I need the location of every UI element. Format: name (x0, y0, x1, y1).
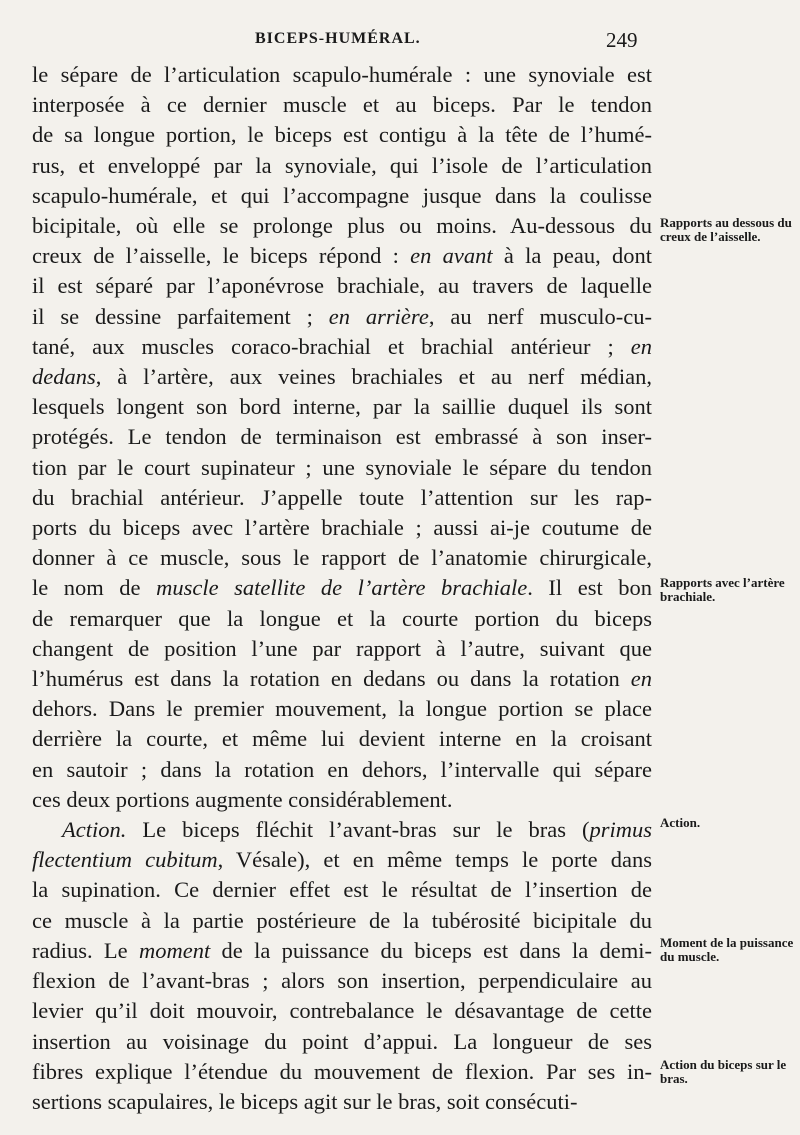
text-line: derrière la courte, et même lui devient interne en la croisant (32, 726, 652, 752)
page-number: 249 (606, 28, 638, 52)
text-line: en sautoir ; dans la rotation en dehors, l’intervalle qui sépare (32, 756, 652, 782)
text-line: tion par le court supinateur ; une synoviale le sépare du tendon (32, 454, 652, 480)
text-line: tané, aux muscles coraco-brachial et brachial antérieur ; en (32, 333, 652, 359)
text-line: flectentium cubitum, Vésale), et en même temps le porte dans (32, 847, 652, 873)
margin-note-moment: Moment de la puissance du muscle. (660, 935, 794, 964)
text-line: interposée à ce dernier muscle et au biceps. Par le tendon (32, 92, 652, 118)
page-header (0, 28, 800, 58)
text-line: creux de l’aisselle, le biceps répond : en avant à la peau, dont (32, 243, 652, 269)
text-line: scapulo-humérale, et qui l’accompagne jusque dans la coulisse (32, 182, 652, 208)
text-line: de sa longue portion, le biceps est contigu à la tête de l’humé- (32, 122, 652, 148)
body-text (32, 60, 652, 1117)
text-line: bicipitale, où elle se prolonge plus ou moins. Au-dessous du (32, 213, 652, 239)
text-line: dedans, à l’artère, aux veines brachiales et au nerf médian, (32, 364, 652, 390)
text-line: fibres explique l’étendue du mouvement de flexion. Par ses in- (32, 1058, 652, 1084)
text-line: la supination. Ce dernier effet est le résultat de l’insertion de (32, 877, 652, 903)
text-line: le nom de muscle satellite de l’artère brachiale. Il est bon (32, 575, 652, 601)
text-line: changent de position l’une par rapport à l’autre, suivant que (32, 635, 652, 661)
text-line: Action. Le biceps fléchit l’avant-bras sur le bras (primus (62, 817, 652, 843)
text-line: il se dessine parfaitement ; en arrière, au nerf musculo-cu- (32, 303, 652, 329)
text-line: flexion de l’avant-bras ; alors son insertion, perpendiculaire au (32, 968, 652, 994)
running-title: BICEPS-HUMÉRAL. (255, 30, 421, 47)
margin-note-rapports-artere: Rapports avec l’artère brachiale. (660, 575, 785, 604)
text-line: dehors. Dans le premier mouvement, la longue portion se place (32, 696, 652, 722)
text-line: l’humérus est dans la rotation en dedans ou dans la rotation en (32, 666, 652, 692)
margin-note-action: Action. (660, 815, 701, 830)
text-line: protégés. Le tendon de terminaison est embrassé à son inser- (32, 424, 652, 450)
text-line: lesquels longent son bord interne, par la saillie duquel ils sont (32, 394, 652, 420)
text-line: il est séparé par l’aponévrose brachiale, au travers de laquelle (32, 273, 652, 299)
text-line: ce muscle à la partie postérieure de la tubérosité bicipitale du (32, 907, 652, 933)
text-line: radius. Le moment de la puissance du biceps est dans la demi- (32, 937, 652, 963)
text-line: sertions scapulaires, le biceps agit sur le bras, soit consécuti- (32, 1088, 578, 1114)
margin-note-rapports-aisselle: Rapports au dessous du creux de l’aisselle. (660, 215, 792, 244)
text-line: ports du biceps avec l’artère brachiale ; aussi ai-je coutume de (32, 515, 652, 541)
text-line: rus, et enveloppé par la synoviale, qui l’isole de l’articulation (32, 152, 652, 178)
text-line: le sépare de l’articulation scapulo-humérale : une synoviale est (32, 62, 652, 87)
text-line: insertion au voisinage du point d’appui. La longueur de ses (32, 1028, 652, 1054)
text-line: du brachial antérieur. J’appelle toute l’attention sur les rap- (32, 484, 652, 510)
margin-note-action-biceps: Action du biceps sur le bras. (660, 1057, 787, 1086)
text-line: levier qu’il doit mouvoir, contrebalance le désavantage de cette (32, 998, 652, 1024)
text-line: donner à ce muscle, sous le rapport de l’anatomie chirurgicale, (32, 545, 652, 571)
text-line: ces deux portions augmente considérablement. (32, 786, 453, 812)
text-line: de remarquer que la longue et la courte portion du biceps (32, 605, 652, 631)
